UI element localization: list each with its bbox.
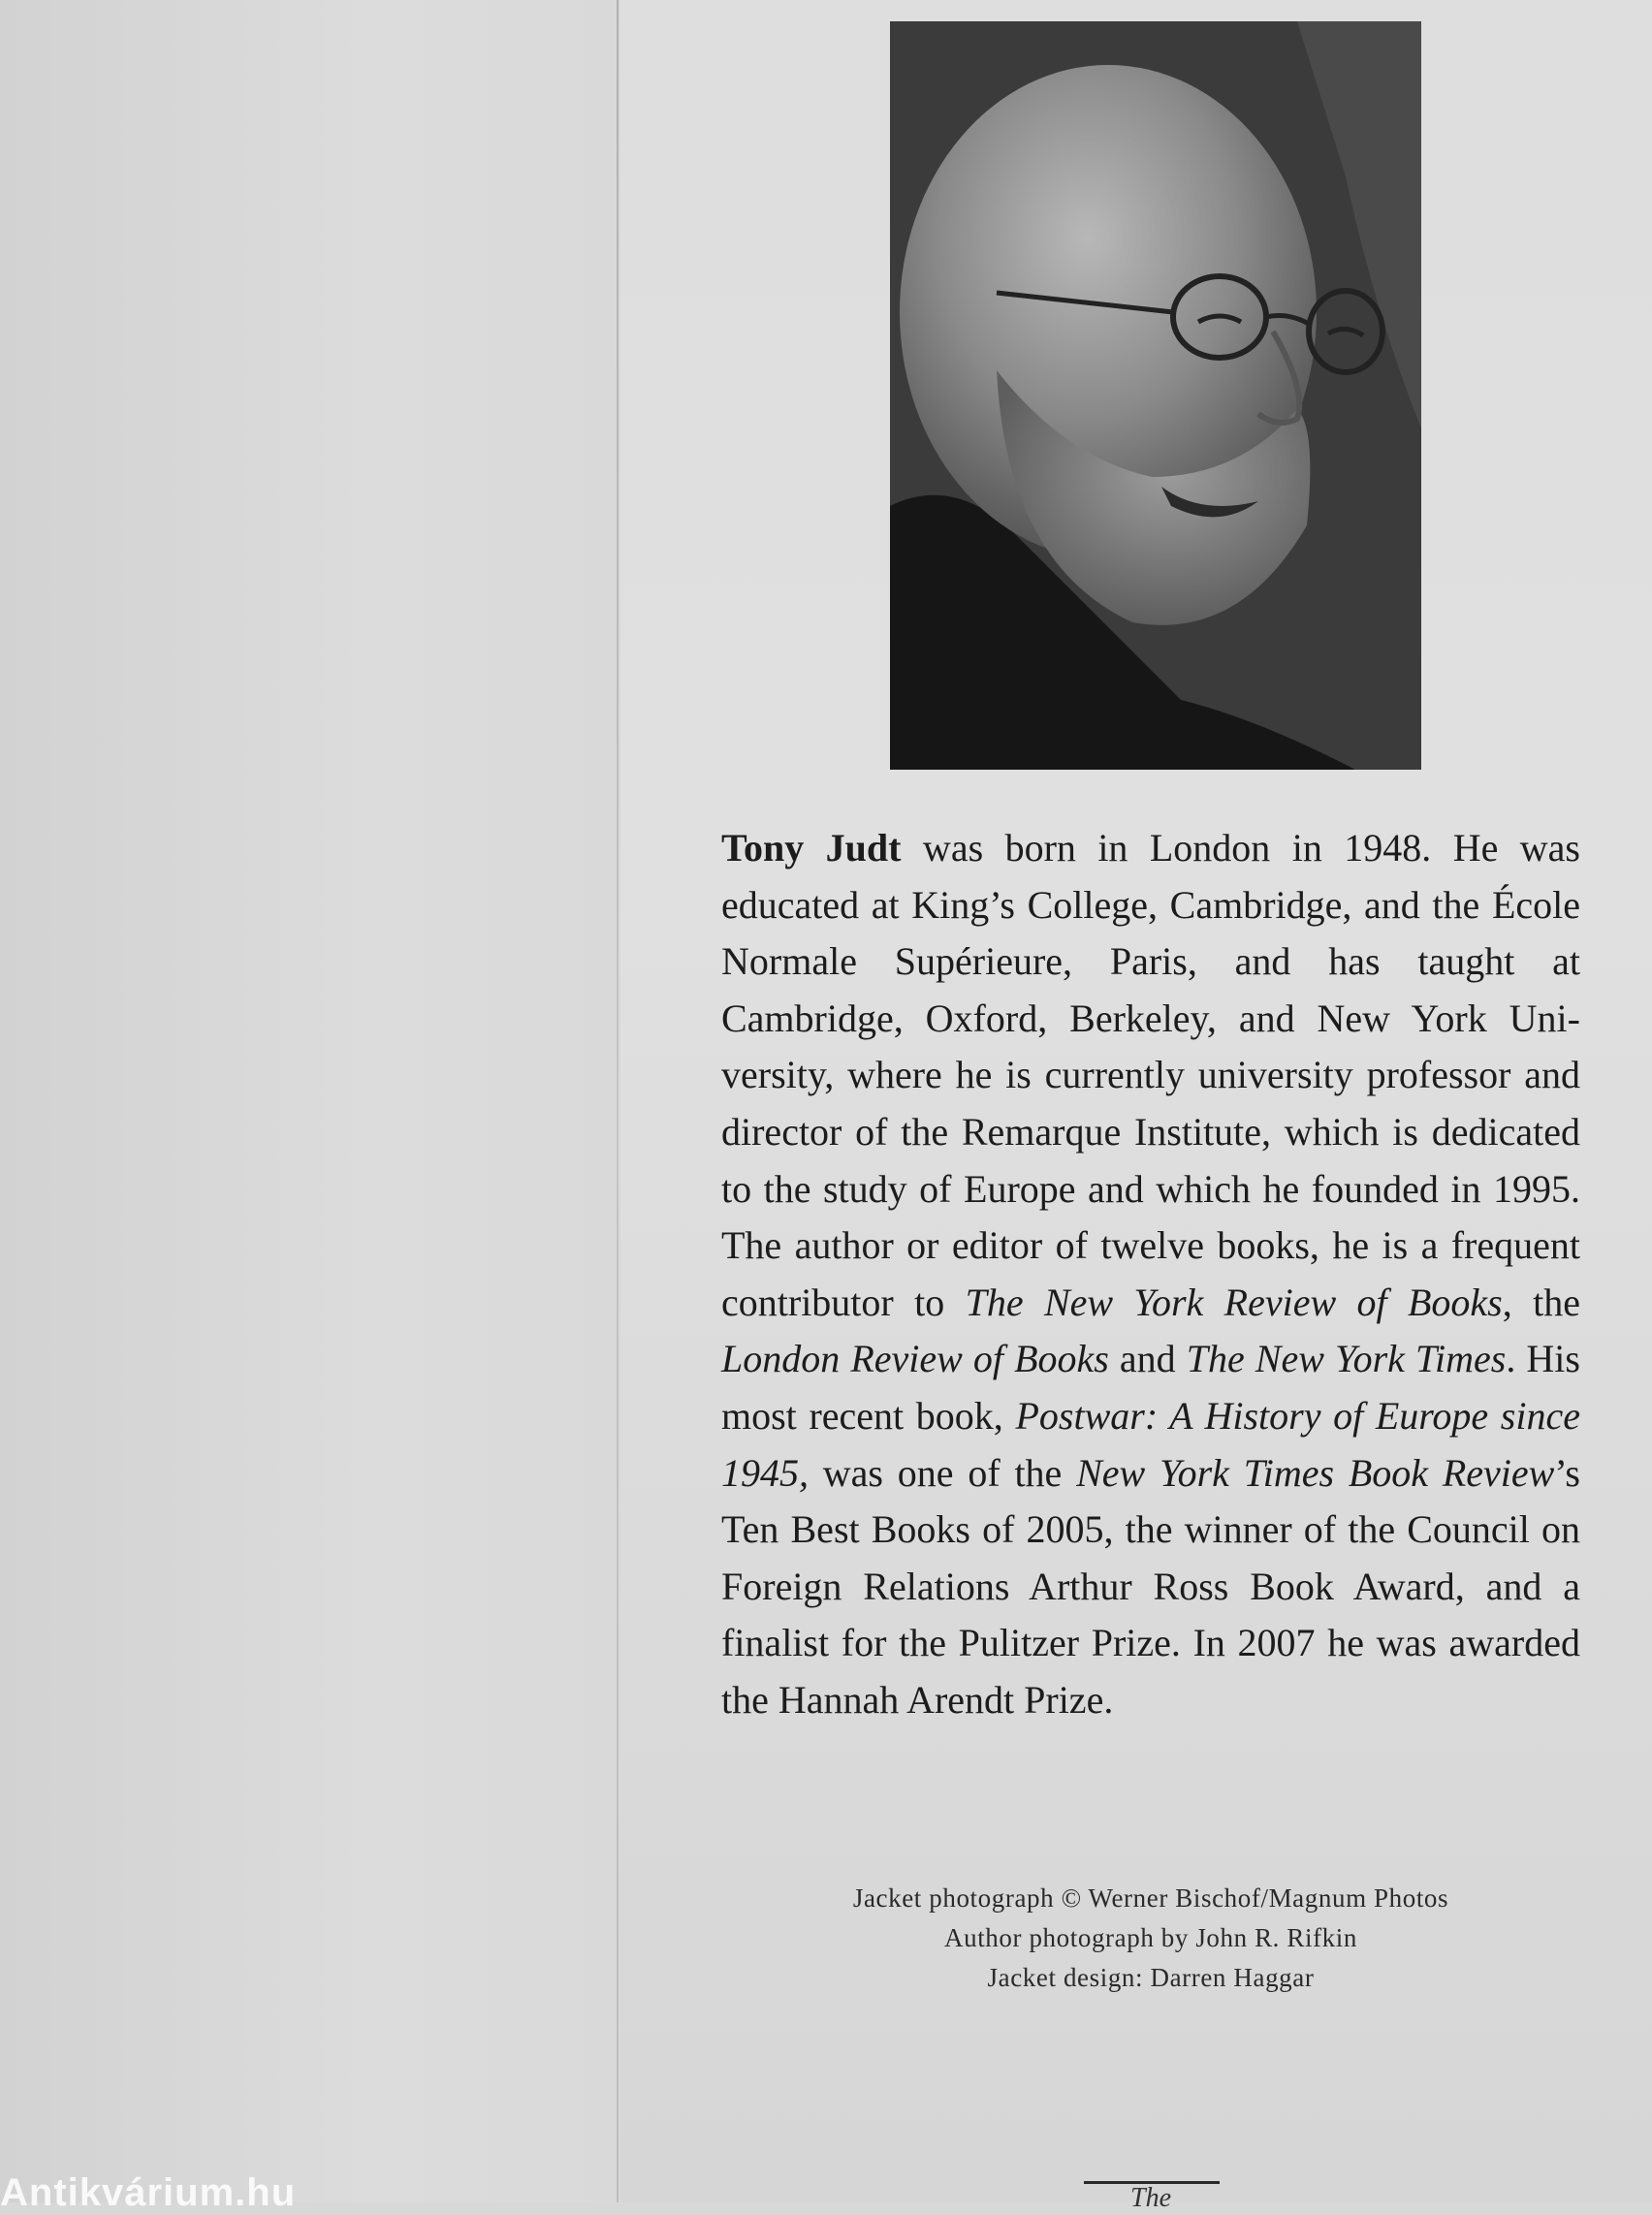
- author-bio: [721, 820, 1580, 1729]
- jacket-design-credit: Jacket design: Darren Haggar: [987, 1963, 1315, 1992]
- jacket-photo-credit: Jacket photograph © Werner Bischof/Magnum Photos: [852, 1883, 1449, 1913]
- bio-text: . His most recent book,: [721, 1337, 1580, 1438]
- publisher-fragment: The: [1130, 2183, 1171, 2213]
- jacket-flap-left: [0, 0, 620, 2202]
- bio-text: was born in London in 1948. He was educated at King’s College, Cambridge, and the École Normale Supérieure, Paris, and has taught at Cambridge, Oxford, Berkeley, and New York University, where he is currently university professor and director of the Remarque Institute, which is dedicated to the study of Europe and which he founded in 1995. The author or editor of twelve books, he is a frequent contributor to: [721, 826, 1580, 1324]
- watermark: Antikvárium.hu: [0, 2171, 297, 2214]
- bio-title: London Review of Books: [721, 1337, 1109, 1381]
- author-photo-credit: Author photograph by John R. Rifkin: [944, 1923, 1357, 1952]
- fold-line: [617, 0, 619, 2202]
- bio-text: and: [1108, 1337, 1187, 1381]
- author-photo: [890, 21, 1421, 770]
- bio-title: The New York Review of Books: [965, 1280, 1503, 1324]
- bio-text: was one of the: [809, 1450, 1077, 1495]
- bio-title: Postwar: A History of Europe since 1945,: [721, 1393, 1580, 1495]
- bio-text: , the: [1502, 1280, 1580, 1324]
- author-name: Tony Judt: [721, 826, 902, 870]
- jacket-credits: [721, 1879, 1580, 1998]
- bio-text: ’s Ten Best Books of 2005, the winner of the Council on Foreign Relations Arthur Ross Book Award, and a finalist for the Pulitzer Prize. In 2007 he was awarded the Hannah Arendt Prize.: [721, 1450, 1580, 1722]
- bio-title: New York Times Book Review: [1076, 1450, 1555, 1495]
- bio-title: The New York Times: [1186, 1337, 1507, 1381]
